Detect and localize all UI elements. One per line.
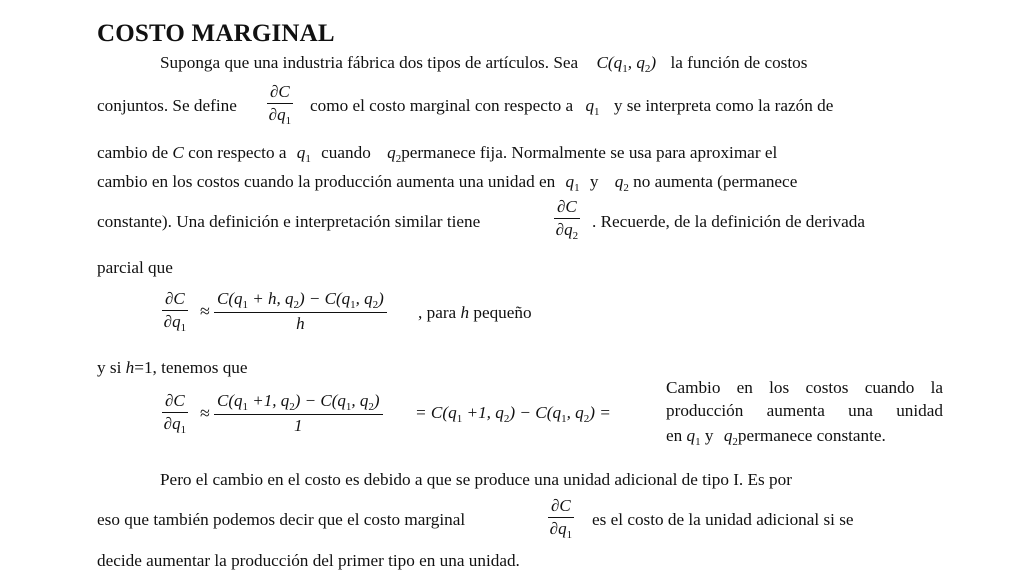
text-run: la función de costos: [670, 53, 808, 72]
paragraph-1-line-3: cambio de C con respecto a $q_1$ cuando $q_2permanece$ fija. Normalmente se usa para aproximar el: [97, 143, 778, 165]
eq2-rhs: = $C(q_1 +1$, $q_2) - C(q_1$, $q_2$) =: [415, 403, 611, 425]
eq1-approx: ≈: [200, 301, 210, 321]
side-note-line-2: producción aumenta una unidad: [666, 401, 943, 420]
eq1-note: , para h pequeño: [418, 303, 532, 322]
paragraph-1-line-4: cambio en los costos cuando la producción aumenta una unidad en $q_1$ y $q_2$ no aumenta (permanece: [97, 172, 798, 194]
eq1-fraction: $\frac{C(q_1 + h, q_2) - C(q_1, q_2)}{h}$: [214, 289, 387, 334]
eq1-lhs: $\frac{\partial C}{\partial q_1}$: [163, 289, 187, 334]
paragraph-1-line-5: constante). Una definición e interpretación similar tiene: [97, 212, 481, 231]
text-run: como el costo marginal con respecto a: [310, 96, 574, 115]
text-run: y se interpreta como la razón de: [613, 96, 834, 115]
partial-derivative-q2: $\frac{\partial C}{\partial q_2}$: [555, 197, 579, 242]
between-line: y si h=1, tenemos que: [97, 358, 248, 377]
var-q1: $q_1$: [585, 96, 600, 118]
partial-derivative-q1: $\frac{\partial C}{\partial q_1}$: [268, 82, 292, 127]
paragraph-2-line-2a: eso que también podemos decir que el costo marginal: [97, 510, 466, 529]
eq2-fraction: $\frac{C(q_1 +1, q_2) - C(q_1, q_2)}{1}$: [214, 391, 383, 436]
text-run: conjuntos. Se define: [97, 96, 237, 115]
side-note-line-1: Cambio en los costos cuando la: [666, 378, 943, 397]
partial-derivative-q1-p2: $\frac{\partial C}{\partial q_1}$: [549, 496, 573, 541]
paragraph-1-line-1: [160, 53, 807, 73]
cost-function: $C(q_1$, $q_2$): [596, 53, 657, 75]
eq2-lhs: $\frac{\partial C}{\partial q_1}$: [163, 391, 187, 436]
text-run: Suponga que una industria fábrica dos tipos de artículos. Sea: [160, 53, 579, 72]
page-title: COSTO MARGINAL: [97, 20, 335, 47]
eq2-approx: ≈: [200, 403, 210, 423]
paragraph-1-line-2b: [310, 96, 833, 116]
paragraph-1-line-6: parcial que: [97, 258, 173, 277]
paragraph-1-line-5b: . Recuerde, de la definición de derivada: [592, 212, 865, 231]
paragraph-1-line-2: [97, 96, 237, 116]
paragraph-2-line-3: decide aumentar la producción del primer tipo en una unidad.: [97, 551, 520, 570]
paragraph-2-line-1: Pero el cambio en el costo es debido a que se produce una unidad adicional de tipo I. Es por: [160, 470, 792, 489]
side-note-line-3: en $q_1$ y $q_2permanece$ constante.: [666, 426, 886, 448]
paragraph-2-line-2b: es el costo de la unidad adicional si se: [592, 510, 854, 529]
